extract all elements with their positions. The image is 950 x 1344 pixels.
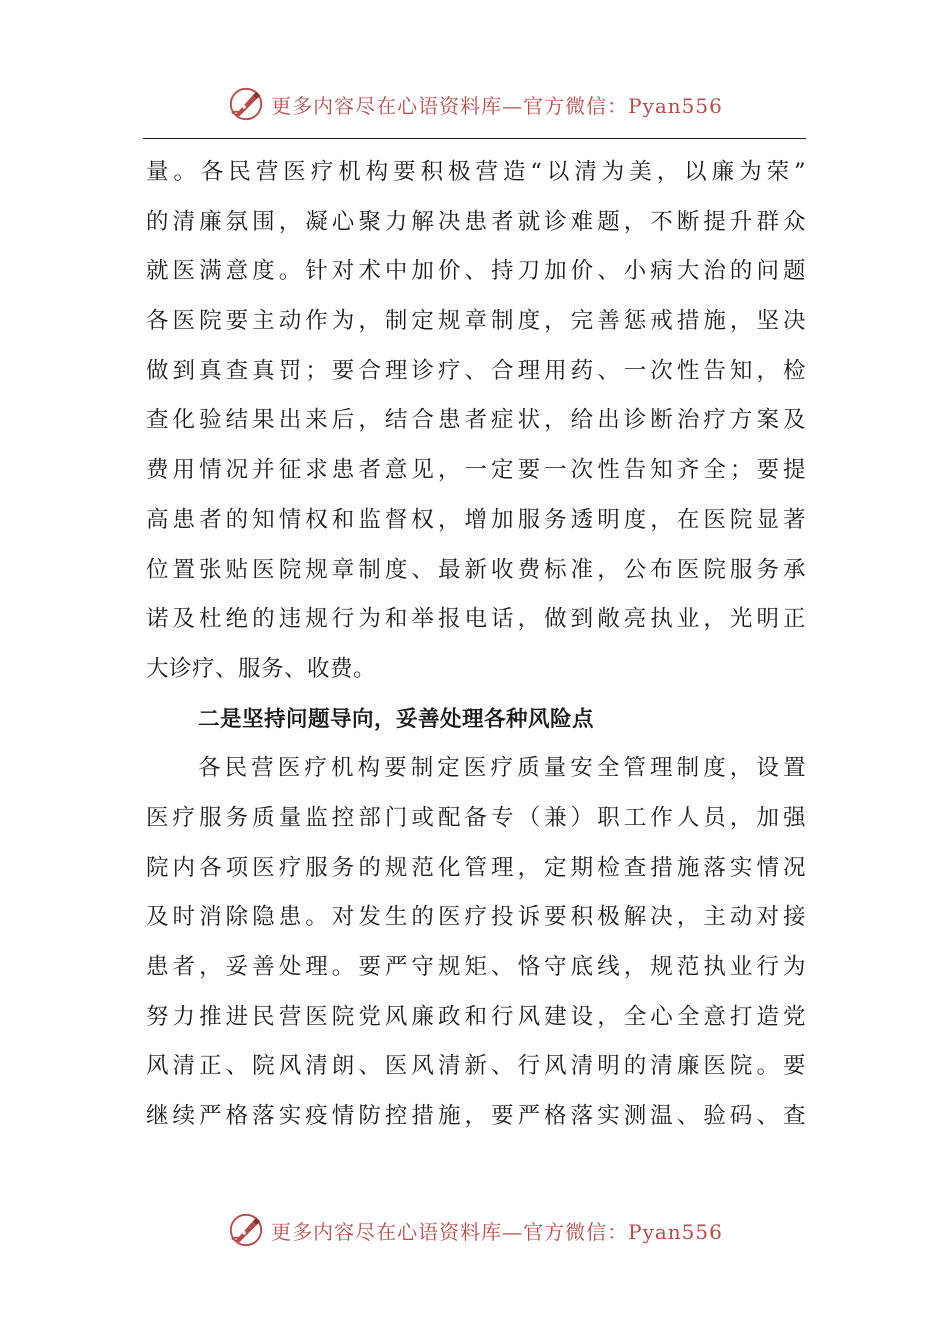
pen-nib-logo-icon <box>227 85 265 123</box>
text-line: 风清正、院风清朗、医风清新、行风清明的清廉医院。要 <box>146 1053 806 1080</box>
text-line: 位置张贴医院规章制度、最新收费标准，公布医院服务承 <box>146 556 806 583</box>
text-line: 各民营医疗机构要制定医疗质量安全管理制度，设置 <box>198 755 806 782</box>
text-line: 高患者的知情权和监督权，增加服务透明度，在医院显著 <box>146 506 806 533</box>
banner-text: 更多内容尽在心语资料库—官方微信：Pyan556 <box>271 1219 723 1244</box>
document-body <box>146 148 806 1142</box>
text-line: 大诊疗、服务、收费。 <box>146 655 377 682</box>
text-line: 就医满意度。针对术中加价、持刀加价、小病大治的问题 <box>146 258 806 285</box>
text-line: 量。各民营医疗机构要积极营造“以清为美，以廉为荣” <box>146 159 806 185</box>
pen-nib-logo-icon <box>227 1211 265 1249</box>
banner-text: 更多内容尽在心语资料库—官方微信：Pyan556 <box>271 93 723 118</box>
text-line: 各医院要主动作为，制定规章制度，完善惩戒措施，坚决 <box>146 308 806 335</box>
text-line: 继续严格落实疫情防控措施，要严格落实测温、验码、查 <box>146 1103 806 1130</box>
text-line: 费用情况并征求患者意见，一定要一次性告知齐全；要提 <box>146 457 806 484</box>
text-line: 院内各项医疗服务的规范化管理，定期检查措施落实情况 <box>146 854 806 881</box>
text-line: 患者，妥善处理。要严守规矩、恪守底线，规范执业行为 <box>146 954 806 980</box>
text-line: 医疗服务质量监控部门或配备专（兼）职工作人员，加强 <box>146 804 806 831</box>
header-divider <box>143 138 806 139</box>
text-line: 的清廉氛围，凝心聚力解决患者就诊难题，不断提升群众 <box>146 208 806 235</box>
text-line: 及时消除隐患。对发生的医疗投诉要积极解决，主动对接 <box>146 904 806 931</box>
text-line: 诺及杜绝的违规行为和举报电话，做到敞亮执业，光明正 <box>146 606 806 633</box>
text-line: 努力推进民营医院党风廉政和行风建设，全心全意打造党 <box>146 1003 806 1030</box>
text-line: 查化验结果出来后，结合患者症状，给出诊断治疗方案及 <box>146 407 806 434</box>
footer-banner <box>0 1208 950 1252</box>
header-banner <box>0 82 950 126</box>
section-heading: 二是坚持问题导向，妥善处理各种风险点 <box>198 706 595 732</box>
text-line: 做到真查真罚；要合理诊疗、合理用药、一次性告知，检 <box>146 357 806 384</box>
